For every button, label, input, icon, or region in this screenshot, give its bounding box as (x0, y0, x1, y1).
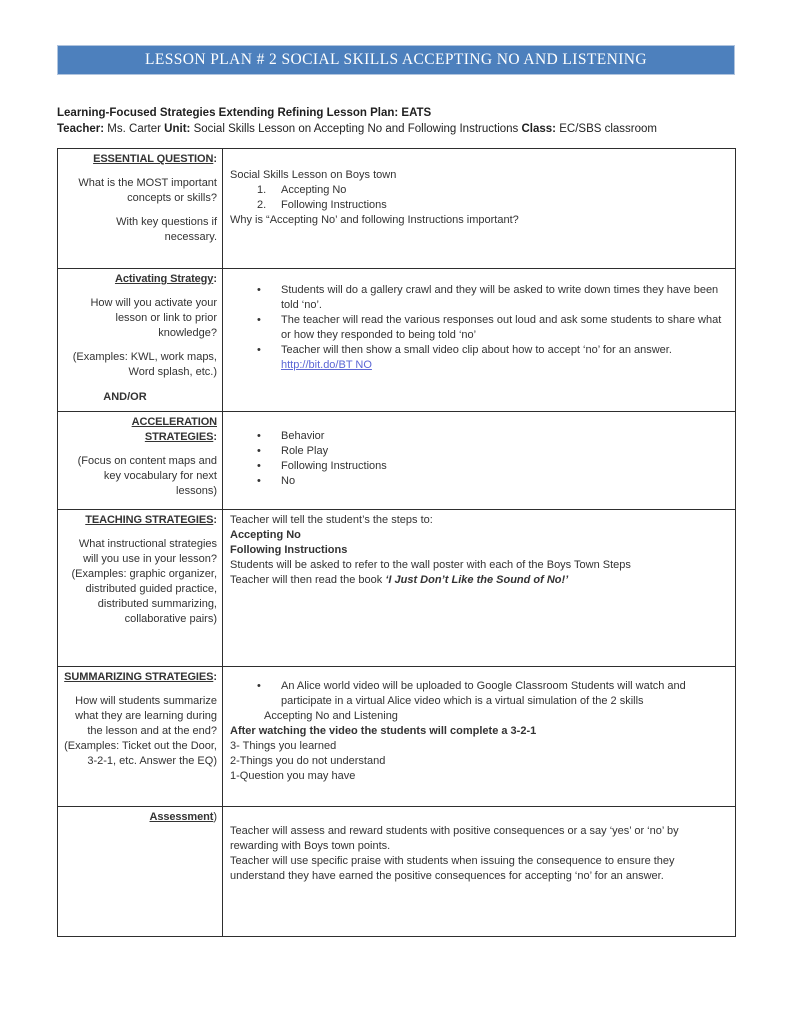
teaching-skill-1: Accepting No (230, 529, 301, 541)
summarizing-strategies-row (58, 667, 736, 807)
teaching-skill-2: Following Instructions (230, 544, 348, 556)
intro-block (57, 106, 747, 137)
class-label: Class: (521, 122, 557, 135)
teaching-strategies-prompt: What instructional strategies will you use in your lesson? (78, 538, 217, 565)
assessment-content-cell (223, 807, 736, 937)
bullet-item: • Students will do a gallery crawl and they will be asked to write down times they have been told ‘no’. (257, 284, 719, 311)
activating-strategy-content-cell (223, 269, 736, 412)
acceleration-strategies-content-cell (223, 412, 736, 510)
essential-question-row (58, 149, 736, 269)
essential-question-subprompt: With key questions if necessary. (116, 216, 217, 243)
assessment-paragraph: Teacher will assess and reward students with positive consequences or a say ‘yes’ or ‘no’ by rewarding with Boys town points. (230, 825, 679, 852)
program-line: Learning-Focused Strategies Extending Refining Lesson Plan: EATS (57, 107, 432, 119)
summarizing-item-1: 1-Question you may have (230, 770, 356, 782)
summarizing-strategies-content-cell (223, 667, 736, 807)
essential-question-content-cell (223, 149, 736, 269)
bullet-item: • Role Play (257, 445, 329, 457)
acceleration-strategies-row (58, 412, 736, 510)
summarizing-321-heading: After watching the video the students will complete a 3-2-1 (230, 725, 537, 737)
bullet-glyph: • (257, 460, 261, 472)
bullet-glyph: • (257, 284, 261, 296)
summarizing-strategies-label-cell (58, 667, 223, 807)
assessment-heading: Assessment) (149, 811, 217, 823)
bullet-item: • No (257, 475, 296, 487)
assessment-paragraph: Teacher will use specific praise with students when issuing the consequence to ensure they understand they have earned the positive consequences for accepting ‘no’ for an answer. (230, 855, 675, 882)
bullet-text: Teacher will then show a small video clip about how to accept ‘no’ for an answer. (281, 344, 672, 356)
bullet-glyph: • (257, 430, 261, 442)
activating-strategy-row (58, 269, 736, 412)
unit-value: Social Skills Lesson on Accepting No and Following Instructions (193, 122, 519, 135)
bullet-item: • The teacher will read the various responses out loud and ask some students to share what or how they responded to being told ‘no’ (257, 314, 722, 341)
meta-line (57, 122, 747, 138)
teaching-line: Students will be asked to refer to the wall poster with each of the Boys Town Steps (230, 559, 631, 571)
essential-question-prompt: What is the MOST important concepts or skills? (78, 177, 217, 204)
activating-strategy-label-cell (58, 269, 223, 412)
unit-label: Unit: (164, 122, 191, 135)
summarizing-strategies-prompt: How will students summarize what they are learning during the lesson and at the end? (75, 695, 217, 737)
teaching-line: Teacher will then read the book ‘I Just Don’t Like the Sound of No!’ (230, 574, 569, 586)
acceleration-strategies-label-cell (58, 412, 223, 510)
activating-strategy-prompt: How will you activate your lesson or link to prior knowledge? (90, 297, 217, 339)
video-link[interactable]: http://bit.do/BT NO (281, 359, 372, 371)
acceleration-strategies-heading: ACCELERATION STRATEGIES: (131, 416, 217, 443)
teaching-strategies-row (58, 510, 736, 667)
lesson-title: LESSON PLAN # 2 SOCIAL SKILLS ACCEPTING NO AND LISTENING (145, 51, 647, 68)
teaching-strategies-label-cell (58, 510, 223, 667)
boys-town-intro: Social Skills Lesson on Boys town (230, 169, 397, 181)
summarizing-strategies-examples: (Examples: Ticket out the Door, 3-2-1, etc. Answer the EQ) (64, 740, 217, 767)
acceleration-strategies-prompt: (Focus on content maps and key vocabulary for next lessons) (77, 455, 217, 497)
bullet-continuation: Accepting No and Listening (264, 710, 398, 722)
numbered-item: 1. Accepting No (257, 184, 347, 196)
summarizing-item-3: 3- Things you learned (230, 740, 337, 752)
teacher-label: Teacher: (57, 122, 105, 135)
teaching-strategies-content-cell (223, 510, 736, 667)
lesson-title-banner (57, 45, 735, 75)
teacher-value: Ms. Carter (107, 122, 161, 135)
bullet-item (230, 343, 723, 373)
essential-question-label-cell (58, 149, 223, 269)
bullet-glyph: • (257, 344, 261, 356)
summarizing-strategies-heading: SUMMARIZING STRATEGIES: (64, 671, 217, 683)
bullet-glyph: • (257, 475, 261, 487)
summarizing-item-2: 2-Things you do not understand (230, 755, 386, 767)
bullet-glyph: • (257, 680, 261, 692)
teaching-strategies-examples: (Examples: graphic organizer, distributed guided practice, distributed summarizing, collaborative pairs) (71, 568, 217, 625)
bullet-glyph: • (257, 445, 261, 457)
essential-question-heading: ESSENTIAL QUESTION: (93, 153, 217, 165)
activating-strategy-examples: (Examples: KWL, work maps, Word splash, etc.) (72, 351, 217, 378)
bullet-item: • Following Instructions (257, 460, 387, 472)
lesson-plan-table (57, 148, 736, 937)
activating-strategy-heading: Activating Strategy: (114, 273, 217, 285)
numbered-item: 2. Following Instructions (257, 199, 387, 211)
book-title: ‘I Just Don’t Like the Sound of No!’ (385, 574, 569, 586)
bullet-item: • Behavior (257, 430, 325, 442)
essential-question-text: Why is “Accepting No’ and following Instructions important? (230, 214, 519, 226)
and-or-label: AND/OR (103, 391, 147, 403)
teaching-line: Teacher will tell the student’s the steps to: (230, 514, 433, 526)
assessment-label-cell (58, 807, 223, 937)
class-value: EC/SBS classroom (559, 122, 658, 135)
bullet-item: • An Alice world video will be uploaded to Google Classroom Students will watch and participate in a virtual Alice video which is a virtual simulation of the 2 skills (257, 680, 686, 707)
assessment-row (58, 807, 736, 937)
bullet-glyph: • (257, 314, 261, 326)
teaching-strategies-heading: TEACHING STRATEGIES: (85, 514, 217, 526)
